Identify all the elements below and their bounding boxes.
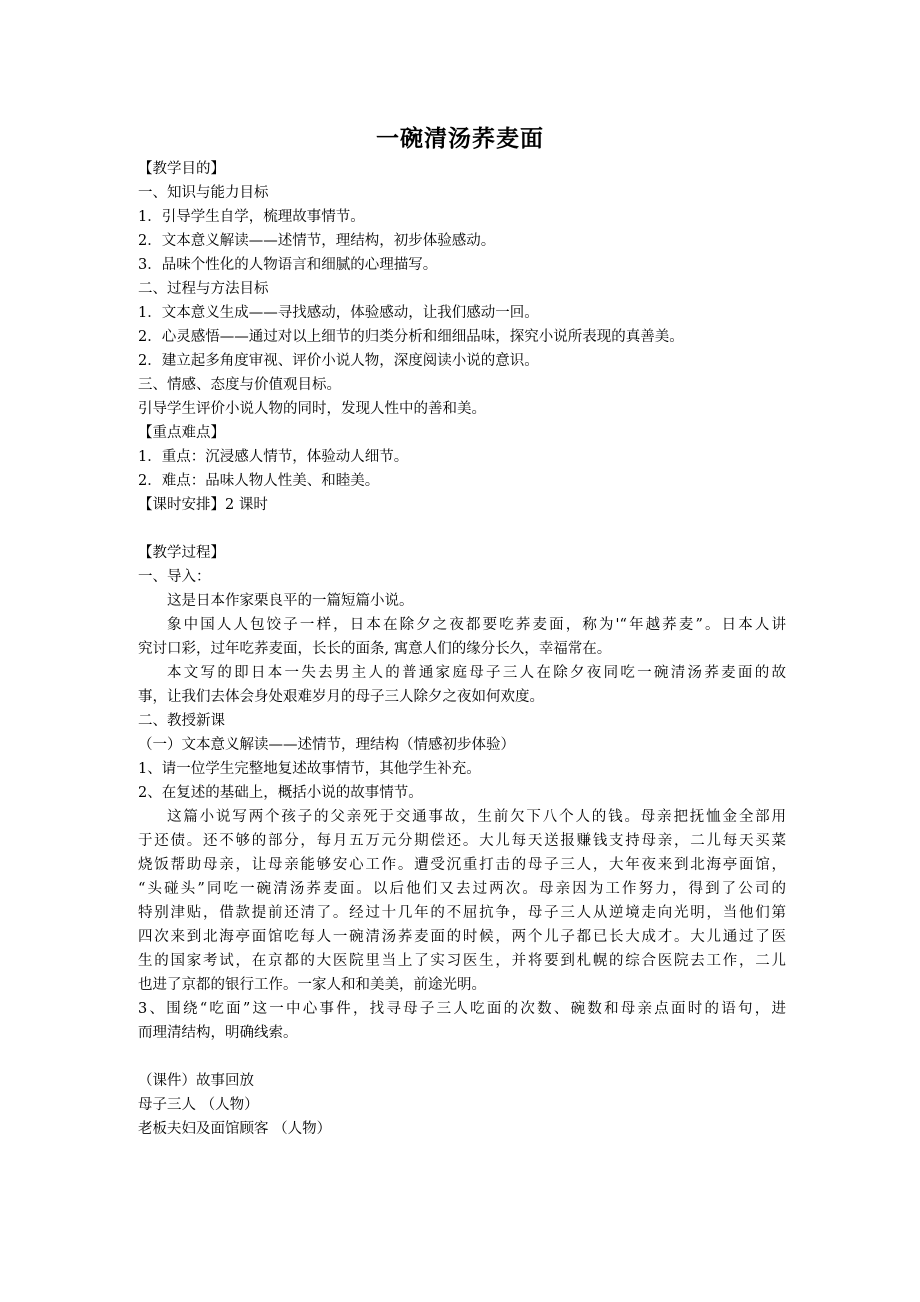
paragraph-line: 于还债。还不够的部分，每月五万元分期偿还。大儿每天送报赚钱支持母亲，二儿每天买菜: [138, 833, 786, 849]
paragraph-line: “头碰头”同吃一碗清汤荞麦面。以后他们又去过两次。母亲因为工作努力，得到了公司的: [138, 881, 786, 897]
text-line: 1．引导学生自学，梳理故事情节。: [138, 209, 365, 225]
subheading-emotion-goals: 三、情感、态度与价值观目标。: [138, 377, 341, 393]
text-line: 2．文本意义解读——述情节，理结构，初步体验感动。: [138, 233, 496, 249]
subheading-knowledge-goals: 一、知识与能力目标: [138, 185, 269, 201]
paragraph-line: 特别津贴，借款提前还清了。经过十几年的不屈抗争，母子三人从逆境走向光明，当他们第: [138, 905, 786, 921]
text-line: 引导学生评价小说人物的同时，发现人性中的善和美。: [138, 401, 486, 417]
paragraph-line: 这是日本作家栗良平的一篇短篇小说。: [167, 593, 414, 609]
paragraph-line: 象中国人人包饺子一样，日本在除夕之夜都要吃荞麦面，称为'“年越荞麦”。日本人讲: [167, 617, 786, 633]
text-line: 2．心灵感悟——通过对以上细节的归类分析和细细品味，探究小说所表现的真善美。: [138, 329, 684, 345]
subheading-new-lesson: 二、教授新课: [138, 713, 225, 729]
paragraph-line: 事，让我们去体会身处艰难岁月的母子三人除夕之夜如何欢度。: [138, 689, 544, 705]
text-line: 而理清结构，明确线索。: [138, 1025, 298, 1041]
document-body: [138, 157, 786, 1141]
blank-line: [138, 1045, 786, 1069]
subheading-introduction: 一、导入：: [138, 569, 211, 585]
text-line: 2．难点：品味人物人性美、和睦美。: [138, 473, 380, 489]
paragraph-line: 究讨口彩，过年吃荞麦面，长长的面条, 寓意人们的缘分长久，幸福常在。: [138, 641, 612, 657]
paragraph-line: 生的国家考试，在京都的大医院里当上了实习医生，并将要到札幌的综合医院去工作，二儿: [138, 953, 786, 969]
text-line: 1．重点：沉浸感人情节，体验动人细节。: [138, 449, 409, 465]
subheading-process-goals: 二、过程与方法目标: [138, 281, 269, 297]
paragraph-line: 本文写的即日本一失去男主人的普通家庭母子三人在除夕夜同吃一碗清汤荞麦面的故: [167, 665, 786, 681]
text-line: 3．品味个性化的人物语言和细腻的心理描写。: [138, 257, 438, 273]
text-line: 2、在复述的基础上，概括小说的故事情节。: [138, 785, 423, 801]
character-line: 老板夫妇及面馆顾客 （人物）: [138, 1121, 332, 1137]
text-line: 1．文本意义生成——寻找感动，体验感动，让我们感动一回。: [138, 305, 539, 321]
text-line: 2．建立起多角度审视、评价小说人物，深度阅读小说的意识。: [138, 353, 539, 369]
section-heading-key-points: 【重点难点】: [138, 425, 225, 441]
blank-line: [138, 517, 786, 541]
paragraph-line: 这篇小说写两个孩子的父亲死于交通事故，生前欠下八个人的钱。母亲把抚恤金全部用: [167, 809, 786, 825]
section-heading-teaching-process: 【教学过程】: [138, 545, 225, 561]
character-line: 母子三人 （人物）: [138, 1097, 259, 1113]
subheading-text-interpretation: （一）文本意义解读——述情节，理结构（情感初步体验）: [138, 737, 515, 753]
section-heading-schedule: 【课时安排】2 课时: [138, 497, 268, 513]
text-line: 1、请一位学生完整地复述故事情节，其他学生补充。: [138, 761, 481, 777]
document-title: 一碗清汤荞麦面: [376, 126, 544, 152]
section-heading-teaching-goals: 【教学目的】: [138, 161, 225, 177]
paragraph-line: 四次来到北海亭面馆吃每人一碗清汤荞麦面的时候，两个儿子都已长大成才。大儿通过了医: [138, 929, 786, 945]
paragraph-line: 也进了京都的银行工作。一家人和和美美，前途光明。: [138, 977, 486, 993]
paragraph-line: 烧饭帮助母亲，让母亲能够安心工作。遭受沉重打击的母子三人，大年夜来到北海亭面馆，: [138, 857, 786, 873]
text-line: 3、围绕“吃面”这一中心事件，找寻母子三人吃面的次数、碗数和母亲点面时的语句，进: [138, 1001, 786, 1017]
courseware-heading: （课件）故事回放: [138, 1073, 254, 1089]
